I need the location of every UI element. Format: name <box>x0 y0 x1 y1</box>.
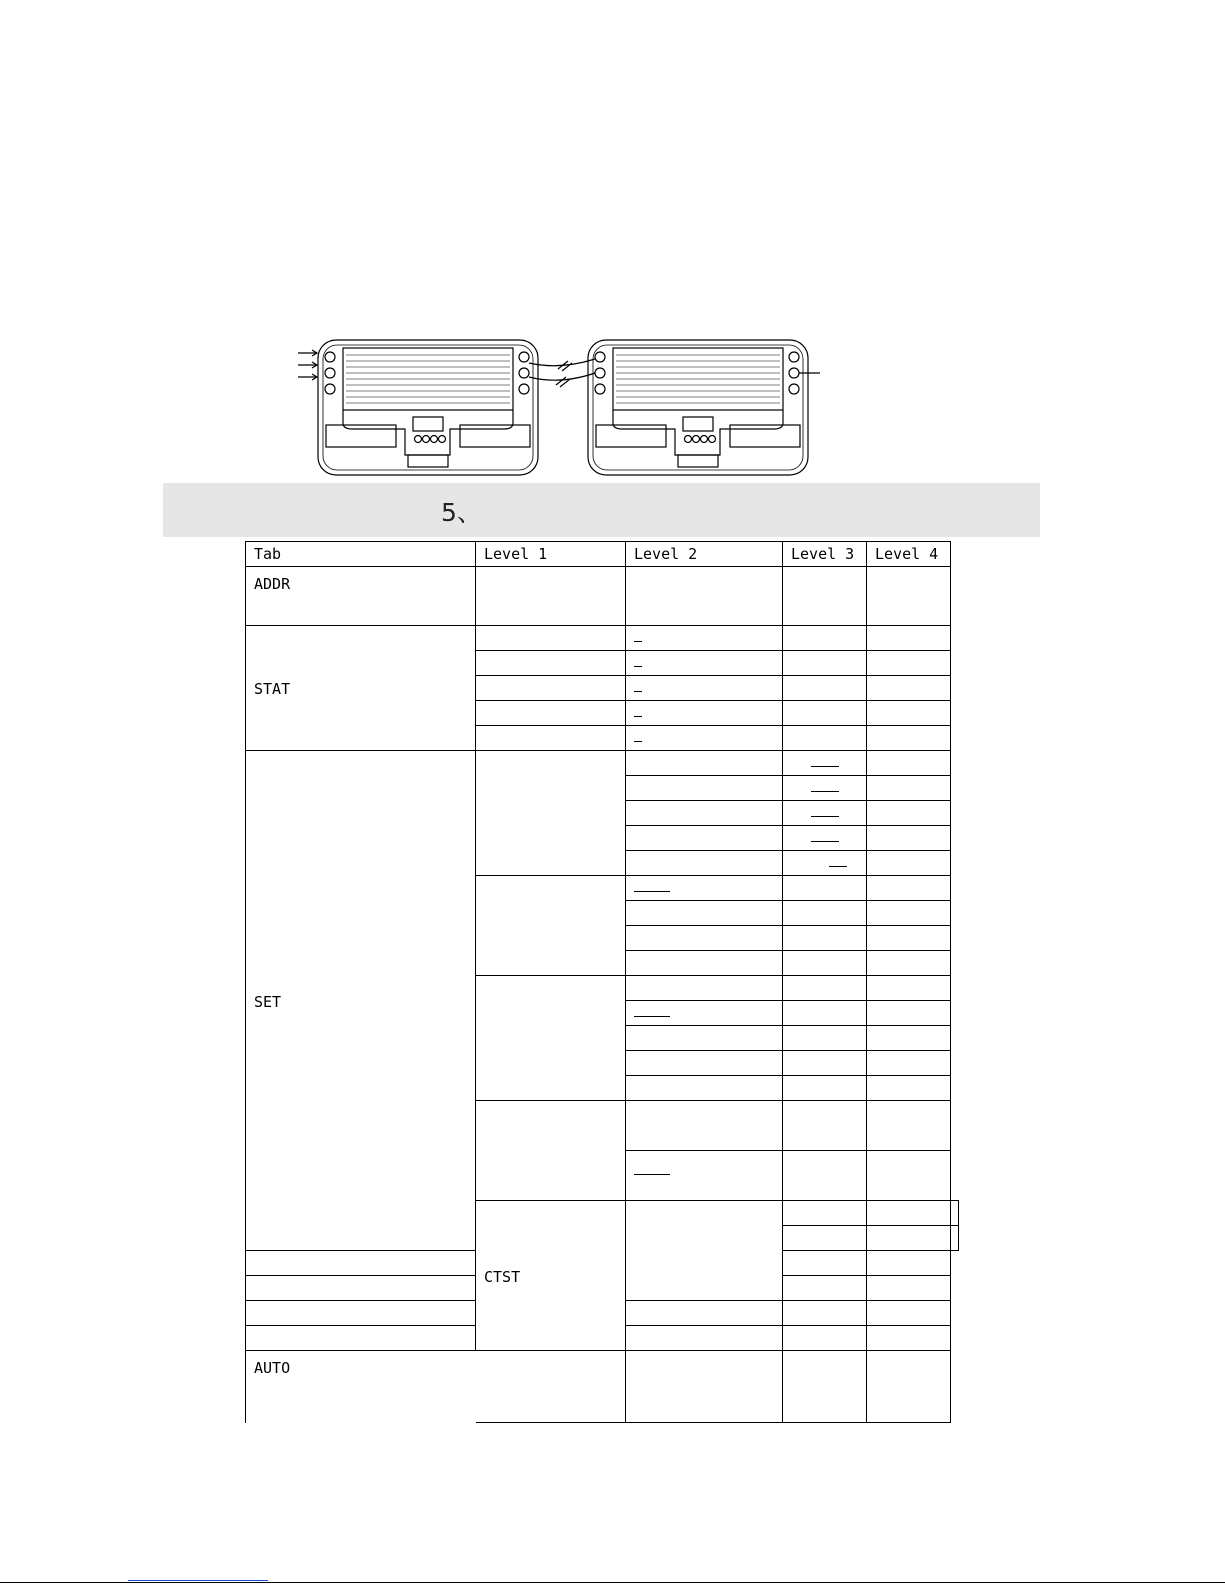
table-row <box>246 626 959 651</box>
section-heading-band <box>163 483 1040 537</box>
table-row <box>246 567 959 626</box>
controller-unit-right <box>588 340 808 475</box>
link-cable-bottom <box>529 373 595 380</box>
header-level-3: Level 3 <box>783 542 867 567</box>
tab-stat: STAT <box>246 626 476 751</box>
menu-structure-table <box>245 541 959 1423</box>
footer-link-underline <box>128 1580 268 1581</box>
link-cable-top <box>529 359 595 366</box>
heatsink-fins-right <box>616 355 780 403</box>
controller-wiring-figure <box>290 335 830 485</box>
heatsink-fins-left <box>346 355 510 403</box>
section-number: 5、 <box>441 498 482 527</box>
tab-set: SET <box>246 751 476 1251</box>
table-row <box>246 751 959 776</box>
table-row <box>246 1351 959 1423</box>
input-arrows <box>298 353 316 377</box>
tab-ctst: CTST <box>476 1201 626 1351</box>
page-bottom-rule <box>0 1582 1225 1583</box>
header-tab: Tab <box>246 542 476 567</box>
header-level-2: Level 2 <box>626 542 783 567</box>
table-header-row <box>246 542 959 567</box>
controller-unit-left <box>318 340 538 475</box>
tab-auto: AUTO <box>246 1351 476 1423</box>
header-level-1: Level 1 <box>476 542 626 567</box>
cable-break-marks <box>556 361 572 387</box>
header-level-4: Level 4 <box>867 542 951 567</box>
tab-addr: ADDR <box>246 567 476 626</box>
